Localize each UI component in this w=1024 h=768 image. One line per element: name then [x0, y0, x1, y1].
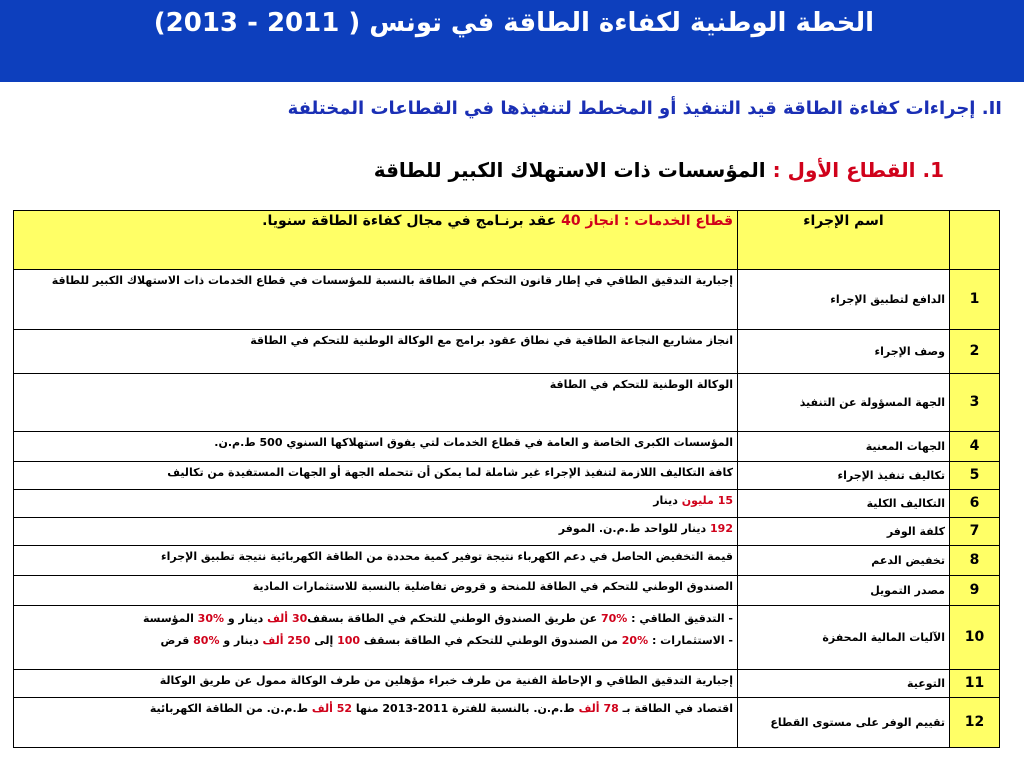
table-row	[14, 606, 1000, 670]
row-label: الجهات المعنية	[738, 432, 950, 462]
section-subtitle: II. إجراءات كفاءة الطاقة قيد التنفيذ أو المخطط لتنفيذها في القطاعات المختلفة	[287, 98, 1002, 119]
audit-cap: 30	[291, 612, 308, 625]
row-label: تخفيض الدعم	[738, 546, 950, 576]
sector-label: 1. القطاع الأول :	[772, 158, 944, 182]
table-row	[14, 518, 1000, 546]
saving-electric-unit: ألف	[311, 702, 333, 715]
row-number: 4	[950, 432, 1000, 462]
row-label: تكاليف تنفيذ الإجراء	[738, 462, 950, 490]
table-row	[14, 432, 1000, 462]
row-number: 7	[950, 518, 1000, 546]
row-desc	[14, 518, 738, 546]
header-bar	[0, 0, 1024, 82]
measures-table	[13, 210, 1000, 748]
page-title: الخطة الوطنية لكفاءة الطاقة في تونس ( 2011 - 2013)	[153, 8, 874, 38]
table-header-row	[14, 211, 1000, 270]
saving-cost-value: 192	[710, 522, 733, 535]
text-part: اقتصاد في الطاقة بـ	[618, 702, 733, 715]
row-number: 8	[950, 546, 1000, 576]
row-desc	[14, 606, 738, 670]
text-part: ط.م.ن. من الطاقة الكهربائية	[149, 702, 312, 715]
header-label-cell: اسم الإجراء	[738, 211, 950, 270]
sector-name: المؤسسات ذات الاستهلاك الكبير للطاقة	[373, 158, 766, 182]
investment-cap-min: 100	[337, 634, 361, 647]
text-part: - التدقيق الطاقي :	[627, 612, 733, 625]
table-row	[14, 576, 1000, 606]
header-desc-sector: قطاع الخدمات :	[618, 213, 733, 229]
row-label: تقييم الوفر على مستوى القطاع	[738, 698, 950, 748]
table-row	[14, 670, 1000, 698]
audit-percent: %70	[600, 612, 628, 625]
row-label: التوعية	[738, 670, 950, 698]
row-desc	[14, 490, 738, 518]
row-number: 5	[950, 462, 1000, 490]
row-number: 6	[950, 490, 1000, 518]
saving-total-unit: ألف	[578, 702, 600, 715]
text-part: من الصندوق الوطني للتحكم في الطاقة بسقف	[360, 634, 622, 647]
table-row	[14, 462, 1000, 490]
table-row	[14, 374, 1000, 432]
row-desc: كافة التكاليف اللازمة لتنفيذ الإجراء غير شاملة لما يمكن أن تتحمله الجهة أو الجهات المستفيدة من تكاليف	[14, 462, 738, 490]
row-number: 9	[950, 576, 1000, 606]
row-label: التكاليف الكلية	[738, 490, 950, 518]
row-desc: الصندوق الوطني للتحكم في الطاقة للمنحة و قروض تفاضلية بالنسبة للاستثمارات المادية	[14, 576, 738, 606]
row-desc	[14, 698, 738, 748]
table-row	[14, 490, 1000, 518]
investment-percent: %20	[621, 634, 649, 647]
row-label: مصدر التمويل	[738, 576, 950, 606]
saving-total: 78	[603, 702, 619, 715]
text-part: ط.م.ن. بالنسبة للفترة 2011-2013 منها	[352, 702, 579, 715]
text-part: عن طريق الصندوق الوطني للتحكم في الطاقة بسقف	[307, 612, 601, 625]
header-desc-action: انجاز	[580, 213, 619, 229]
row-number: 12	[950, 698, 1000, 748]
row-label: وصف الإجراء	[738, 330, 950, 374]
audit-percent-company: %30	[197, 612, 225, 625]
row-desc: إجبارية التدقيق الطاقي في إطار قانون التحكم في الطاقة بالنسبة للمؤسسات في قطاع الخدمات ذات الاستهلاك الكبير للطاقة	[14, 270, 738, 330]
header-num-cell	[950, 211, 1000, 270]
text-part: دينار و	[224, 612, 268, 625]
text-part: إلى	[310, 634, 338, 647]
text-part: قرض	[160, 634, 194, 647]
row-number: 1	[950, 270, 1000, 330]
row-desc: إجبارية التدقيق الطاقي و الإحاطة الفنية من طرف خبراء مؤهلين من طرف الوكالة ممول عن طريق الوكالة	[14, 670, 738, 698]
row-desc: المؤسسات الكبرى الخاصة و العامة في قطاع الخدمات لتي يفوق استهلاكها السنوي 500 ط.م.ن.	[14, 432, 738, 462]
row-label: كلفة الوفر	[738, 518, 950, 546]
total-cost-unit: دينار	[653, 494, 682, 507]
text-part: - الاستثمارات :	[648, 634, 733, 647]
table-row	[14, 546, 1000, 576]
header-desc-cell	[14, 211, 738, 270]
saving-cost-unit: دينار للواحد ط.م.ن. الموفر	[558, 522, 711, 535]
saving-electric: 52	[336, 702, 353, 715]
sector-heading	[374, 158, 944, 182]
investment-cap-unit: ألف	[262, 634, 284, 647]
row-label: الدافع لتطبيق الإجراء	[738, 270, 950, 330]
text-part: دينار و	[219, 634, 263, 647]
row-label: الآليات المالية المحفزة	[738, 606, 950, 670]
row-number: 2	[950, 330, 1000, 374]
row-desc: قيمة التخفيض الحاصل في دعم الكهرباء نتيجة توفير كمية محددة من الطاقة الكهربائية نتيجة تطبيق الإجراء	[14, 546, 738, 576]
header-desc-rest: عقد برنـامج في مجال كفاءة الطاقة سنويا.	[262, 213, 562, 229]
row-label: الجهة المسؤولة عن التنفيذ	[738, 374, 950, 432]
table-row	[14, 698, 1000, 748]
audit-cap-unit: ألف	[267, 612, 289, 625]
row-desc: الوكالة الوطنية للتحكم في الطاقة	[14, 374, 738, 432]
total-cost-value: 15 مليون	[681, 494, 733, 507]
table-row	[14, 270, 1000, 330]
row-number: 3	[950, 374, 1000, 432]
row-desc: انجاز مشاريع النجاعة الطاقية في نطاق عقود برامج مع الوكالة الوطنية للتحكم في الطاقة	[14, 330, 738, 374]
investment-cap-max: 250	[287, 634, 311, 647]
row-number: 11	[950, 670, 1000, 698]
table-row	[14, 330, 1000, 374]
investment-loan-percent: %80	[193, 634, 220, 647]
text-part: المؤسسة	[142, 612, 198, 625]
incentive-investment-line	[18, 630, 733, 652]
header-desc-number: 40	[561, 213, 581, 229]
row-number: 10	[950, 606, 1000, 670]
incentive-audit-line	[18, 608, 733, 630]
